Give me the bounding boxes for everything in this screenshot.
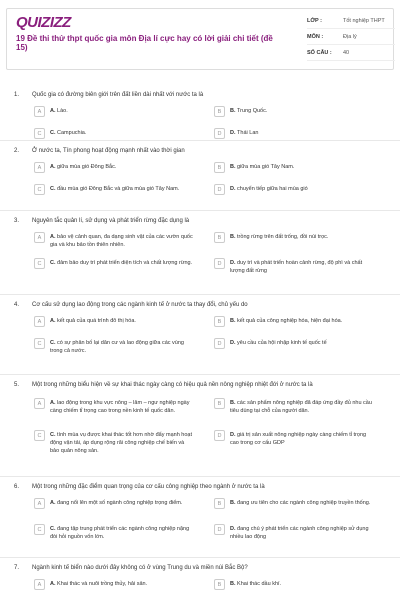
option-letter-box: B — [214, 316, 225, 327]
option-body: Khai thác dầu khí. — [237, 581, 282, 587]
option-key: A. — [50, 318, 58, 324]
option-text — [230, 258, 374, 275]
option-key: A. — [50, 500, 58, 506]
answer-option-a[interactable] — [34, 316, 194, 327]
option-key: D. — [230, 432, 238, 438]
option-text — [50, 258, 192, 267]
option-key: C. — [50, 340, 58, 346]
quizizz-logo: QUIZIZZ — [16, 14, 71, 31]
option-key: A. — [50, 234, 58, 240]
answer-option-b[interactable] — [214, 498, 374, 509]
answer-option-d[interactable] — [214, 128, 374, 139]
answer-option-a[interactable] — [34, 162, 194, 173]
question-divider — [0, 476, 400, 477]
option-text — [230, 316, 342, 325]
answer-option-a[interactable] — [34, 232, 194, 249]
question-text: Quốc gia có đường biên giới trên đất liền dài nhất với nước ta là — [32, 92, 204, 98]
option-key: A. — [50, 164, 58, 170]
meta-value: Tốt nghiệp THPT — [343, 17, 385, 24]
meta-value: Địa lý — [343, 33, 357, 40]
answer-option-b[interactable] — [214, 579, 374, 590]
question-stem — [14, 565, 248, 571]
meta-value: 40 — [343, 49, 350, 56]
question-stem — [14, 92, 203, 98]
option-text — [50, 498, 182, 507]
answer-option-d[interactable] — [214, 524, 374, 541]
option-key: C. — [50, 260, 58, 266]
option-body: chuyển tiếp giữa hai mùa gió — [237, 186, 308, 192]
option-text — [50, 232, 194, 249]
question-number: 1. — [14, 92, 20, 98]
question-text: Ngành kinh tế biển nào dưới đây không có ở vùng Trung du và miền núi Bắc Bộ? — [32, 565, 248, 571]
option-text — [230, 579, 281, 588]
answer-option-b[interactable] — [214, 398, 374, 415]
option-body: giữa mùa gió Tây Nam. — [237, 164, 295, 170]
meta-row-count — [307, 45, 395, 61]
option-text — [230, 498, 370, 507]
answer-option-a[interactable] — [34, 579, 194, 590]
option-text — [230, 232, 328, 241]
question-divider — [0, 374, 400, 375]
option-key: C. — [50, 432, 58, 438]
option-letter-box: B — [214, 232, 225, 243]
answer-option-c[interactable] — [34, 258, 194, 269]
option-key: D. — [230, 260, 238, 266]
meta-label: MÔN : — [307, 33, 324, 40]
option-text — [230, 162, 294, 171]
question-divider — [0, 294, 400, 295]
option-letter-box: A — [34, 579, 45, 590]
option-body: tính mùa vụ được khai thác tốt hơn nhờ đẩy mạnh hoạt động vận tải, áp dụng rộng rãi công nghiệp chế biến và bảo quản nông sản. — [50, 432, 192, 454]
option-body: trồng rừng trên đất trống, đồi núi trọc. — [237, 234, 329, 240]
answer-option-d[interactable] — [214, 430, 374, 447]
option-key: D. — [230, 340, 238, 346]
question-stem — [14, 218, 189, 224]
option-body: đang chú ý phát triển các ngành công nghiệp sử dụng nhiều lao động — [230, 526, 369, 540]
option-key: D. — [230, 186, 238, 192]
option-letter-box: C — [34, 258, 45, 269]
option-text — [230, 430, 374, 447]
option-text — [50, 338, 194, 355]
question-text: Nguyên tắc quản lí, sử dụng và phát triển rừng đặc dụng là — [32, 218, 190, 224]
option-body: đầu mùa gió Đông Bắc và giữa mùa gió Tây Nam. — [57, 186, 180, 192]
option-body: kết quả của quá trình đô thị hóa. — [57, 318, 136, 324]
option-letter-box: B — [214, 579, 225, 590]
question-number: 6. — [14, 484, 20, 490]
question-number: 4. — [14, 302, 20, 308]
option-key: B. — [230, 164, 238, 170]
option-letter-box: C — [34, 524, 45, 535]
option-key: B. — [230, 581, 238, 587]
meta-row-class — [307, 13, 395, 29]
option-text — [230, 398, 374, 415]
answer-option-c[interactable] — [34, 338, 194, 355]
option-body: Thái Lan — [237, 130, 259, 136]
answer-option-a[interactable] — [34, 398, 194, 415]
answer-option-c[interactable] — [34, 184, 194, 195]
option-body: lao động trong khu vực nông – lâm – ngư nghiệp ngày càng chiếm tỉ trọng cao trong nền kinh tế quốc dân. — [50, 400, 190, 414]
option-letter-box: C — [34, 184, 45, 195]
option-letter-box: B — [214, 498, 225, 509]
answer-option-a[interactable] — [34, 498, 194, 509]
document-title: 19 Đề thi thử thpt quốc gia môn Địa lí cực hay có lời giải chi tiết (đề 15) — [16, 34, 273, 52]
option-body: Trung Quốc. — [237, 108, 268, 114]
option-key: B. — [230, 500, 238, 506]
option-body: kết quả của công nghiệp hóa, hiện đại hóa. — [237, 318, 343, 324]
option-body: có sự phân bố lại dân cư và lao động giữa các vùng trong cả nước. — [50, 340, 184, 354]
meta-label: SỐ CÂU : — [307, 49, 332, 56]
option-text — [50, 128, 86, 137]
option-text — [230, 106, 267, 115]
option-text — [50, 430, 194, 455]
option-body: bảo vệ cảnh quan, đa dạng sinh vật của các vườn quốc gia và khu bảo tồn thiên nhiên. — [50, 234, 193, 248]
option-key: A. — [50, 581, 58, 587]
option-body: các sản phẩm nông nghiệp đã đáp ứng đầy đủ nhu cầu tiêu dùng tại chỗ của người dân. — [230, 400, 372, 414]
question-number: 2. — [14, 148, 20, 154]
option-letter-box: B — [214, 398, 225, 409]
option-letter-box: A — [34, 398, 45, 409]
question-text: Một trong những đặc điểm quan trọng của cơ cấu công nghiệp theo ngành ở nước ta là — [32, 484, 265, 490]
question-stem — [14, 148, 185, 154]
question-divider — [0, 557, 400, 558]
answer-option-d[interactable] — [214, 258, 374, 275]
option-letter-box: D — [214, 258, 225, 269]
answer-option-b[interactable] — [214, 106, 374, 117]
option-body: giữa mùa gió Đông Bắc. — [57, 164, 117, 170]
option-key: C. — [50, 526, 58, 532]
option-text — [50, 579, 147, 588]
option-key: A. — [50, 108, 58, 114]
question-number: 3. — [14, 218, 20, 224]
option-key: A. — [50, 400, 58, 406]
option-key: C. — [50, 186, 58, 192]
option-letter-box: D — [214, 524, 225, 535]
option-key: B. — [230, 234, 238, 240]
option-letter-box: C — [34, 338, 45, 349]
option-text — [230, 184, 308, 193]
question-text: Một trong những biểu hiện về sự khai thác ngày càng có hiệu quả nền nông nghiệp nhiệt đới ở nước ta là — [32, 382, 313, 388]
question-stem — [14, 382, 313, 388]
option-letter-box: D — [214, 338, 225, 349]
option-letter-box: D — [214, 430, 225, 441]
meta-label: LỚP : — [307, 17, 322, 24]
option-body: đang nổi lên một số ngành công nghiệp trọng điểm. — [57, 500, 183, 506]
option-letter-box: C — [34, 430, 45, 441]
option-body: Khai thác và nuôi trồng thủy, hải sản. — [57, 581, 148, 587]
answer-option-b[interactable] — [214, 316, 374, 327]
option-letter-box: A — [34, 316, 45, 327]
question-stem — [14, 484, 265, 490]
option-text — [50, 316, 136, 325]
option-body: đảm bảo duy trì phát triển diện tích và chất lượng rừng. — [57, 260, 193, 266]
document-meta — [307, 13, 395, 61]
option-body: duy trì và phát triển hoàn cảnh rừng, độ phì và chất lượng đất rừng — [230, 260, 363, 274]
question-text: Ở nước ta, Tín phong hoạt động mạnh nhất vào thời gian — [32, 148, 185, 154]
option-body: giá trị sản xuất nông nghiệp ngày càng chiếm tỉ trọng cao trong cơ cấu GDP — [230, 432, 367, 446]
option-letter-box: B — [214, 106, 225, 117]
meta-row-subject — [307, 29, 395, 45]
option-letter-box: A — [34, 498, 45, 509]
answer-option-c[interactable] — [34, 524, 194, 541]
option-body: yêu cầu của hội nhập kinh tế quốc tế — [237, 340, 327, 346]
option-body: Campuchia. — [57, 130, 87, 136]
option-key: B. — [230, 108, 238, 114]
document-header — [6, 8, 394, 70]
option-letter-box: C — [34, 128, 45, 139]
answer-option-c[interactable] — [34, 128, 194, 139]
question-number: 5. — [14, 382, 20, 388]
question-divider — [0, 210, 400, 211]
answer-option-b[interactable] — [214, 232, 374, 243]
answer-option-d[interactable] — [214, 184, 374, 195]
answer-option-c[interactable] — [34, 430, 194, 455]
option-text — [50, 106, 68, 115]
question-divider — [0, 140, 400, 141]
option-key: C. — [50, 130, 58, 136]
option-letter-box: A — [34, 232, 45, 243]
question-number: 7. — [14, 565, 20, 571]
option-text — [50, 398, 194, 415]
option-text — [230, 524, 374, 541]
option-body: đang tập trung phát triển các ngành công nghiệp nặng đòi hỏi nguồn vốn lớn. — [50, 526, 190, 540]
option-letter-box: D — [214, 128, 225, 139]
option-letter-box: D — [214, 184, 225, 195]
option-body: Lào. — [57, 108, 68, 114]
question-stem — [14, 302, 248, 308]
answer-option-a[interactable] — [34, 106, 194, 117]
option-letter-box: A — [34, 106, 45, 117]
option-text — [230, 338, 327, 347]
option-key: B. — [230, 400, 238, 406]
option-body: đang ưu tiên cho các ngành công nghiệp truyền thống. — [237, 500, 371, 506]
option-text — [50, 162, 116, 171]
answer-option-d[interactable] — [214, 338, 374, 349]
question-text: Cơ cấu sử dụng lao động trong các ngành kinh tế ở nước ta thay đổi, chủ yếu do — [32, 302, 248, 308]
option-key: B. — [230, 318, 238, 324]
option-text — [230, 128, 258, 137]
option-text — [50, 184, 179, 193]
option-key: D. — [230, 130, 238, 136]
option-key: D. — [230, 526, 238, 532]
option-text — [50, 524, 194, 541]
option-letter-box: B — [214, 162, 225, 173]
option-letter-box: A — [34, 162, 45, 173]
answer-option-b[interactable] — [214, 162, 374, 173]
